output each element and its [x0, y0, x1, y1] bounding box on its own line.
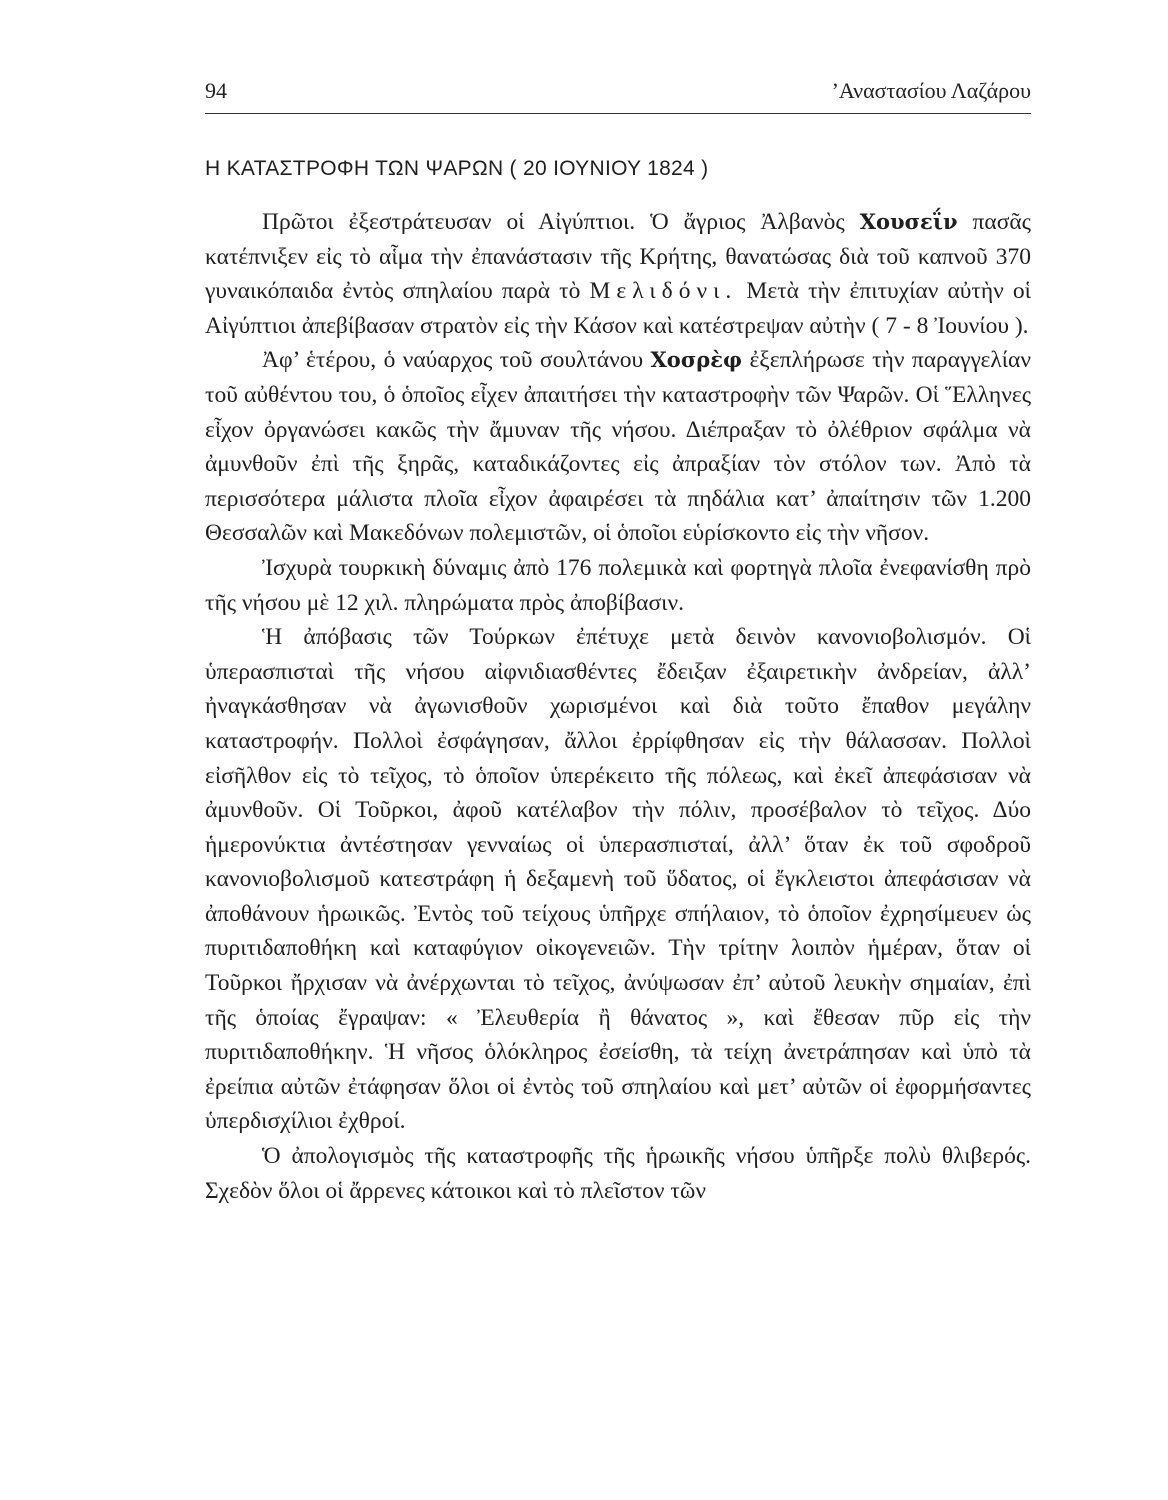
paragraph-2-text-b: ἐξεπλήρωσε τὴν παραγγελίαν τοῦ αὐθέντου του, ὁ ὁποῖος εἶχεν ἀπαιτήσει τὴν καταστροφὴν τῶν Ψαρῶν. Οἱ Ἕλληνες εἶχον ὀργανώσει κακῶς τὴν ἄμυναν τῆς νήσου. Διέπραξαν τὸ ὀλέθριον σφάλμα νὰ ἀμυνθοῦν ἐπὶ τῆς ξηρᾶς, καταδικάζοντες εἰς ἀπραξίαν τὸν στόλον των. Ἀπὸ τὰ περισσότερα μάλιστα πλοῖα εἶχον ἀφαιρέσει τὰ πηδάλια κατ’ ἀπαίτησιν τῶν 1.200 Θεσσαλῶν καὶ Μακεδόνων πολεμιστῶν, οἱ ὁποῖοι εὑρίσκοντο εἰς τὴν νῆσον. — [205, 347, 1031, 547]
paragraph-2 — [205, 343, 1031, 551]
header-rule — [205, 113, 1031, 114]
section-title: Η ΚΑΤΑΣΤΡΟΦΗ ΤΩΝ ΨΑΡΩΝ ( 20 ΙΟΥΝΙΟΥ 1824 ) — [205, 157, 709, 180]
place-melidoni: Μελιδόνι. — [589, 278, 738, 305]
paragraph-3: Ἰσχυρὰ τουρκικὴ δύναμις ἀπὸ 176 πολεμικὰ καὶ φορτηγὰ πλοῖα ἐνεφανίσθη πρὸ τῆς νήσου μὲ 12 χιλ. πληρώματα πρὸς ἀποβίβασιν. — [205, 554, 1031, 616]
paragraph-1-text-b: πασᾶς κατέπνιξεν εἰς τὸ αἷμα τὴν ἐπανάστασιν τῆς Κρήτης, θανατώσας διὰ τοῦ καπνοῦ 370 γυναικόπαιδα ἐντὸς σπηλαίου παρὰ τὸ — [205, 209, 1031, 305]
running-header-author: ’Αναστασίου Λαζάρου — [831, 78, 1031, 103]
paragraph-1-text-a: Πρῶτοι ἐξεστράτευσαν οἱ Αἰγύπτιοι. Ὁ ἄγριος Ἀλβανὸς — [262, 209, 860, 235]
body-text — [205, 205, 1031, 1208]
paragraph-1-text-c: Μετὰ τὴν ἐπιτυχίαν αὐτὴν οἱ Αἰγύπτιοι ἀπεβίβασαν στρατὸν εἰς τὴν Κάσον καὶ κατέστρεψαν αὐτὴν ( 7 - 8 Ἰουνίου ). — [205, 278, 1031, 339]
paragraph-2-text-a: Ἀφ’ ἑτέρου, ὁ ναύαρχος τοῦ σουλτάνου — [262, 347, 651, 374]
name-housein: Χουσεΐν — [859, 209, 958, 234]
name-hosref: Χοσρὲφ — [650, 347, 743, 373]
paragraph-4: Ἡ ἀπόβασις τῶν Τούρκων ἐπέτυχε μετὰ δεινὸν κανονιοβολισμόν. Οἱ ὑπερασπισταὶ τῆς νήσου αἰφνιδιασθέντες ἔδειξαν ἐξαιρετικὴν ἀνδρείαν, ἀλλ’ ἠναγκάσθησαν νὰ ἀγωνισθοῦν χωρισμένοι καὶ διὰ τοῦτο ἔπαθον μεγάλην καταστροφήν. Πολλοὶ ἐσφάγησαν, ἄλλοι ἐρρίφθησαν εἰς τὴν θάλασσαν. Πολλοὶ εἰσῆλθον εἰς τὸ τεῖχος, τὸ ὁποῖον ὑπερέκειτο τῆς πόλεως, καὶ ἐκεῖ ἀπεφάσισαν νὰ ἀμυνθοῦν. Οἱ Τοῦρκοι, ἀφοῦ κατέλαβον τὴν πόλιν, προσέβαλον τὸ τεῖχος. Δύο ἡμερονύκτια ἀντέστησαν γενναίως οἱ ὑπερασπισταί, ἀλλ’ ὅταν ἐκ τοῦ σφοδροῦ κανονιοβολισμοῦ κατεστράφη ἡ δεξαμενὴ τοῦ ὕδατος, οἱ ἔγκλειστοι ἀπεφάσισαν νὰ ἀποθάνουν ἡρωικῶς. Ἐντὸς τοῦ τείχους ὑπῆρχε σπήλαιον, τὸ ὁποῖον ἐχρησίμευεν ὡς πυριτιδαποθήκη καὶ καταφύγιον οἰκογενειῶν. Τὴν τρίτην λοιπὸν ἡμέραν, ὅταν οἱ Τοῦρκοι ἤρχισαν νὰ ἀνέρχωνται τὸ τεῖχος, ἀνύψωσαν ἐπ’ αὐτοῦ λευκὴν σημαίαν, ἐπὶ τῆς ὁποίας ἔγραψαν: « Ἐλευθερία ἢ θάνατος », καὶ ἔθεσαν πῦρ εἰς τὴν πυριτιδαποθήκην. Ἡ νῆσος ὁλόκληρος ἐσείσθη, τὰ τείχη ἀνετράπησαν καὶ ὑπὸ τὰ ἐρείπια αὐτῶν ἐτάφησαν ὅλοι οἱ ἐντὸς τοῦ σπηλαίου καὶ μετ’ αὐτῶν οἱ ἐφορμήσαντες ὑπερδισχίλιοι ἐχθροί. — [205, 624, 1031, 1135]
page-number: 94 — [205, 78, 227, 103]
running-header — [205, 78, 1031, 114]
paragraph-5: Ὁ ἀπολογισμὸς τῆς καταστροφῆς τῆς ἡρωικῆς νήσου ὑπῆρξε πολὺ θλιβερός. Σχεδὸν ὅλοι οἱ ἄρρενες κάτοικοι καὶ τὸ πλεῖστον τῶν — [205, 1143, 1031, 1204]
paragraph-1 — [205, 205, 1031, 343]
